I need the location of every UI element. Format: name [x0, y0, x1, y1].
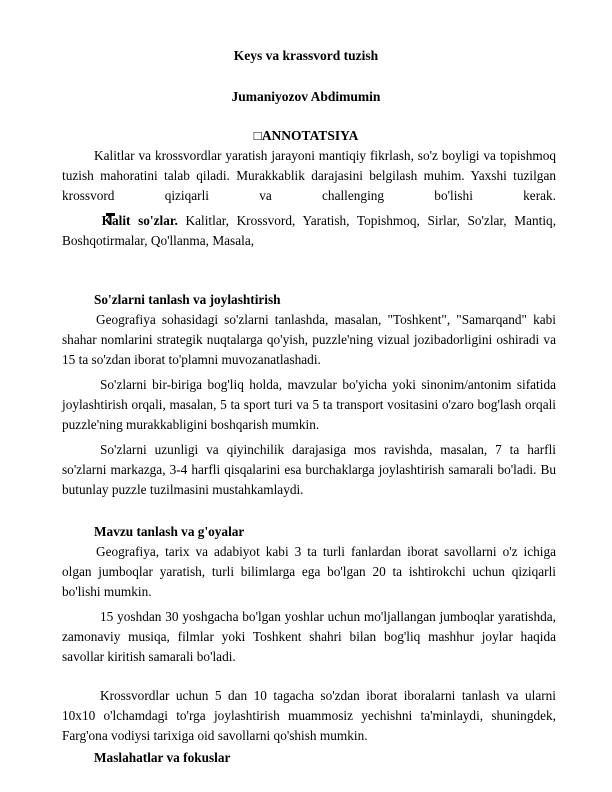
section-words-paragraph-2: So'zlarni bir-biriga bog'liq holda, mavzular bo'yicha yoki sinonim/antonim sifatida joylashtirish orqali, masalan, 5 ta sport turi va 5 ta transport vositasini o'zaro bog'lash orqali puzzle'ning murakkabligini boshqarish mumkin. [62, 377, 556, 432]
section-words-paragraph-3: So'zlarni uzunligi va qiyinchilik darajasiga mos ravishda, masalan, 7 ta harfli so'zlarni markazga, 3-4 harfli qisqalarini esa burchaklarga joylashtirish samarali bo'ladi. Bu butunlay puzzle tuzilmasini mustahkamlaydi. [62, 442, 556, 497]
document-title: Keys va krassvord tuzish [233, 48, 379, 63]
pin-icon [84, 211, 94, 231]
section-topic-paragraph-3: Krossvordlar uchun 5 dan 10 tagacha so'zdan iborat iboralarni tanlash va ularni 10x10 o'lchamdagi to'rga joylashtirish muammosiz yechishni ta'minlaydi, shuningdek, Farg'ona vodiysi tarixiga oid savollarni qo'shish mumkin. [62, 688, 556, 743]
section-topic-paragraph-2: 15 yoshdan 30 yoshgacha bo'lgan yoshlar uchun mo'ljallangan jumboqlar yaratishda, zamonaviy musiqa, filmlar yoki Toshkent shahri bilan bog'liq mashhur joylar haqida savollar kiritish samarali bo'ladi. [62, 609, 556, 664]
section-heading-topic: Mavzu tanlash va g'oyalar [94, 524, 245, 539]
section-heading-tips: Maslahatlar va fokuslar [94, 750, 231, 765]
section-heading-words: So'zlarni tanlash va joylashtirish [94, 292, 281, 307]
author-name: Jumaniyozov Abdimumin [231, 89, 381, 104]
keywords-paragraph [62, 211, 556, 251]
keywords-text: Kalitlar, Krossvord, Yaratish, Topishmoq, Sirlar, So'zlar, Mantiq, Boshqotirmalar, Qo'llanma, Masala, [62, 213, 557, 248]
section-words-paragraph-1: Geografiya sohasidagi so'zlarni tanlashda, masalan, "Toshkent", "Samarqand" kabi shahar nomlarini strategik nuqtalarga qo'yish, puzzle'ning vizual jozibadorligini oshiradi va 15 ta so'zdan iborat to'plamni muvozanatlashadi. [62, 312, 556, 367]
keywords-label: Kalit so'zlar. [101, 213, 178, 228]
annotation-heading-text: ANNOTATSIYA [261, 128, 359, 143]
annotation-text: Kalitlar va krossvordlar yaratish jarayoni mantiqiy fikrlash, so'z boyligi va topishmoq tuzish mahoratini talab qiladi. Murakkablik darajasini belgilash muhim. Yaxshi tuzilgan krossvord qiziqarli va challenging bo'lishi kerak. [62, 148, 556, 203]
annotation-glyph-icon: □ [253, 128, 262, 143]
section-topic-paragraph-1: Geografiya, tarix va adabiyot kabi 3 ta turli fanlardan iborat savollarni o'z ichiga olgan jumboqlar yaratish, turli bilimlarga ega bo'lgan 20 ta ishtirokchi uchun qiziqarli bo'lishi mumkin. [62, 544, 556, 599]
annotation-heading [0, 128, 612, 144]
